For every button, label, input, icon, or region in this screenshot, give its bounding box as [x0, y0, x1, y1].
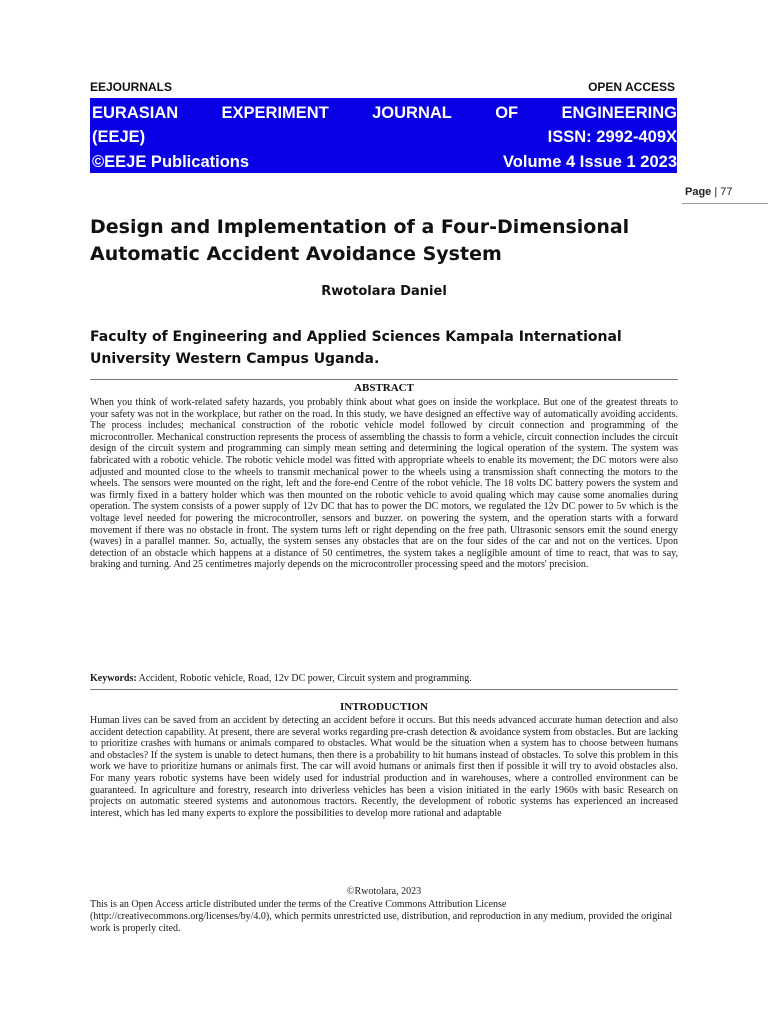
journal-banner [90, 98, 677, 173]
title-line-2: Automatic Accident Avoidance System [90, 243, 502, 265]
affiliation-line-2: University Western Campus Uganda. [90, 351, 380, 367]
top-labels [90, 80, 675, 94]
abstract-bottom-rule [90, 689, 678, 690]
banner-word: EURASIAN [92, 103, 179, 122]
page-value: 77 [720, 186, 733, 198]
banner-word: ENGINEERING [561, 103, 677, 122]
affiliation-line-1: Faculty of Engineering and Applied Sciences Kampala International [90, 329, 622, 345]
open-access-label: OPEN ACCESS [588, 80, 675, 94]
article-title [90, 214, 680, 268]
abstract-heading: ABSTRACT [354, 382, 414, 394]
introduction-heading: INTRODUCTION [339, 701, 428, 713]
page-number-rule [682, 203, 768, 204]
banner-row-2 [92, 126, 677, 151]
page-label: Page [685, 186, 712, 198]
banner-row-3 [92, 150, 677, 175]
author-name: Rwotolara Daniel [321, 284, 447, 299]
issn: ISSN: 2992-409X [547, 128, 677, 147]
keywords-list: Accident, Robotic vehicle, Road, 12v DC power, Circuit system and programming. [136, 673, 472, 684]
banner-word: EXPERIMENT [221, 103, 329, 122]
journal-tag: EEJOURNALS [90, 80, 173, 94]
keywords [90, 673, 678, 685]
journal-abbrev: (EEJE) [92, 128, 146, 147]
title-line-1: Design and Implementation of a Four-Dimensional [90, 216, 630, 238]
banner-row-1 [92, 101, 677, 126]
volume-issue: Volume 4 Issue 1 2023 [503, 152, 677, 171]
page-number: Page | 77 [685, 186, 733, 198]
license-text: This is an Open Access article distributed under the terms of the Creative Commons Attribution License (http://creativecommons.org/licenses/by/4.0), which permits unrestricted use, distribution, and reproduction in any medium, provided the original work is properly cited. [90, 899, 673, 934]
banner-word: OF [495, 103, 519, 122]
affiliation [90, 326, 680, 370]
abstract-text: When you think of work-related safety hazards, you probably think about what goes on inside the workplace. But one of the greatest threats to your safety was not in the workplace, but rather on the road. In this study, we have designed an effective way of automatically avoiding accidents. The process includes; mechanical construction of the robotic vehicle model followed by circuit connection and programming of the microcontroller. Mechanical construction represents the process of assembling the chassis to form a vehicle, circuit connection includes the circuit design of the circuit system and programming can simply mean setting and determining the logical operation of the system. The system was fabricated with a robotic vehicle. The robotic vehicle model was fitted with appropriate wheels to enable its movement; the DC motors were also adjusted and mounted close to the wheels to transmit mechanical power to the wheels using a transmission shaft connecting the motors to the wheels. The sensors were mounted on the right, left and the fore-end Centre of the robot vehicle. The 18 volts DC battery powers the system and was firmly fixed in a battery holder which was then mounted on the robotic vehicle to avoid qualing which may cause some anomalies during operation. The system consists of a power supply of 12v DC that has to power the DC motors, we regulated the 12v DC power to 5v which is the voltage level needed for powering the microcontroller, sensors and buzzer. on powering the system, and the operation starts with a forward movement if there was no obstacle in front. The system turns left or right depending on the free path. Ultrasonic sensors emit the sound energy (waves) in a parallel manner. So, actually, the system senses any obstacles that are on the four sides of the car and not on the vertices. Upon detection of an obstacle which happens at a distance of 50 centimetres, the system takes a negligible amount of time to react, that was to say, braking and turning. And 25 centimetres majorly depends on the microcontroller processing speed and the motors' precision. [90, 397, 678, 571]
keywords-label: Keywords: [90, 673, 137, 684]
abstract-top-rule [90, 379, 678, 380]
copyright: ©Rwotolara, 2023 [346, 886, 422, 897]
banner-word: JOURNAL [372, 103, 452, 122]
publisher: ©EEJE Publications [92, 152, 250, 171]
introduction-text: Human lives can be saved from an accident by detecting an accident before it occurs. But this needs advanced accurate human detection and also accident detection capability. At present, there are several works regarding pre-crash detection & avoidance system from obstacles. But are lacking to prioritize crashes with humans or animals compared to obstacles. What would be the situation when a system has to choose between humans and obstacles? If the system is unable to detect humans, then there is a probability to hit humans instead of obstacles. To solve this problem in this work we have to prioritize humans or animals first. The car will avoid humans or animals first then if possible it will try to avoid obstacles also. For many years robotic systems have been widely used for industrial production and in warehouses, where a controlled environment can be guaranteed. In agriculture and forestry, research into driverless vehicles has been a vision initiated in the early 1960s with basic Research on projects on automatic steered systems and autonomous tractors. Recently, the development of robotic systems has experienced an increased interest, which has led many experts to explore the possibilities to develop more rational and adaptable [90, 715, 678, 819]
